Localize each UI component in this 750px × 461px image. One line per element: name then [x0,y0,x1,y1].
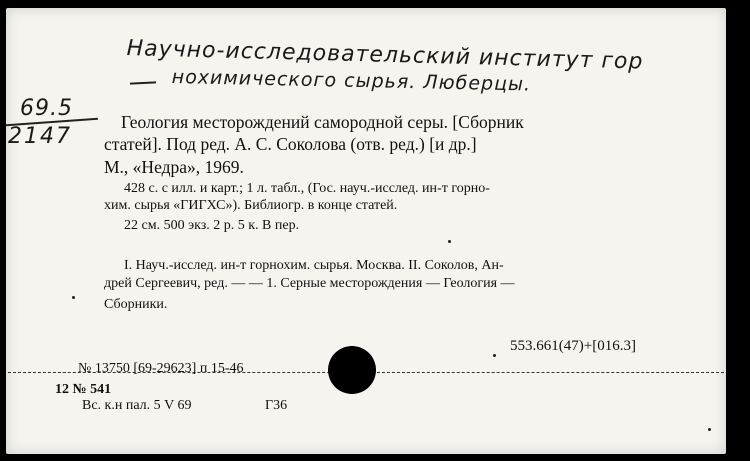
title-entry-line2: статей]. Под ред. А. С. Соколова (отв. ред.) [и др.] [104,134,477,154]
order-number-line: № 13750 [69-29623] п 15-46 [78,361,244,376]
shelfmark-top: 69.5 [20,96,73,121]
handwritten-institute-line1: Научно-исследовательский институт гор [126,36,644,75]
punch-hole [328,346,376,394]
print-code: Г36 [265,398,288,413]
print-note: Вс. к.н пал. 5 V 69 [82,398,192,413]
shelfmark-bottom: 2147 [8,124,72,149]
imprint-line: М., «Недра», 1969. [104,157,244,177]
physical-description-line2: хим. сырья «ГИГХС»). Библиогр. в конце статей. [104,198,398,213]
tracings-line3: Сборники. [104,297,168,312]
card-number: 12 № 541 [55,382,112,397]
ink-speck [708,428,711,431]
tracings-line2: дрей Сергеевич, ред. — — 1. Серные месторождения — Геология — [104,276,515,291]
ink-speck [72,296,75,299]
handwritten-institute-line2: нохимического сырья. Люберцы. [171,66,532,96]
tracings-line1: I. Науч.-исслед. ин-т горнохим. сырья. Москва. II. Соколов, Ан- [124,258,504,273]
physical-description-line1: 428 с. с илл. и карт.; 1 л. табл., (Гос. науч.-исслед. ин-т горно- [124,181,490,196]
ink-speck [493,354,496,357]
udc-classification: 553.661(47)+[016.3] [510,338,636,354]
physical-description-line3: 22 см. 500 экз. 2 р. 5 к. В пер. [124,218,300,233]
title-entry-line1: Геология месторождений самородной серы. [Сборник [121,112,524,132]
ink-speck [448,240,451,243]
